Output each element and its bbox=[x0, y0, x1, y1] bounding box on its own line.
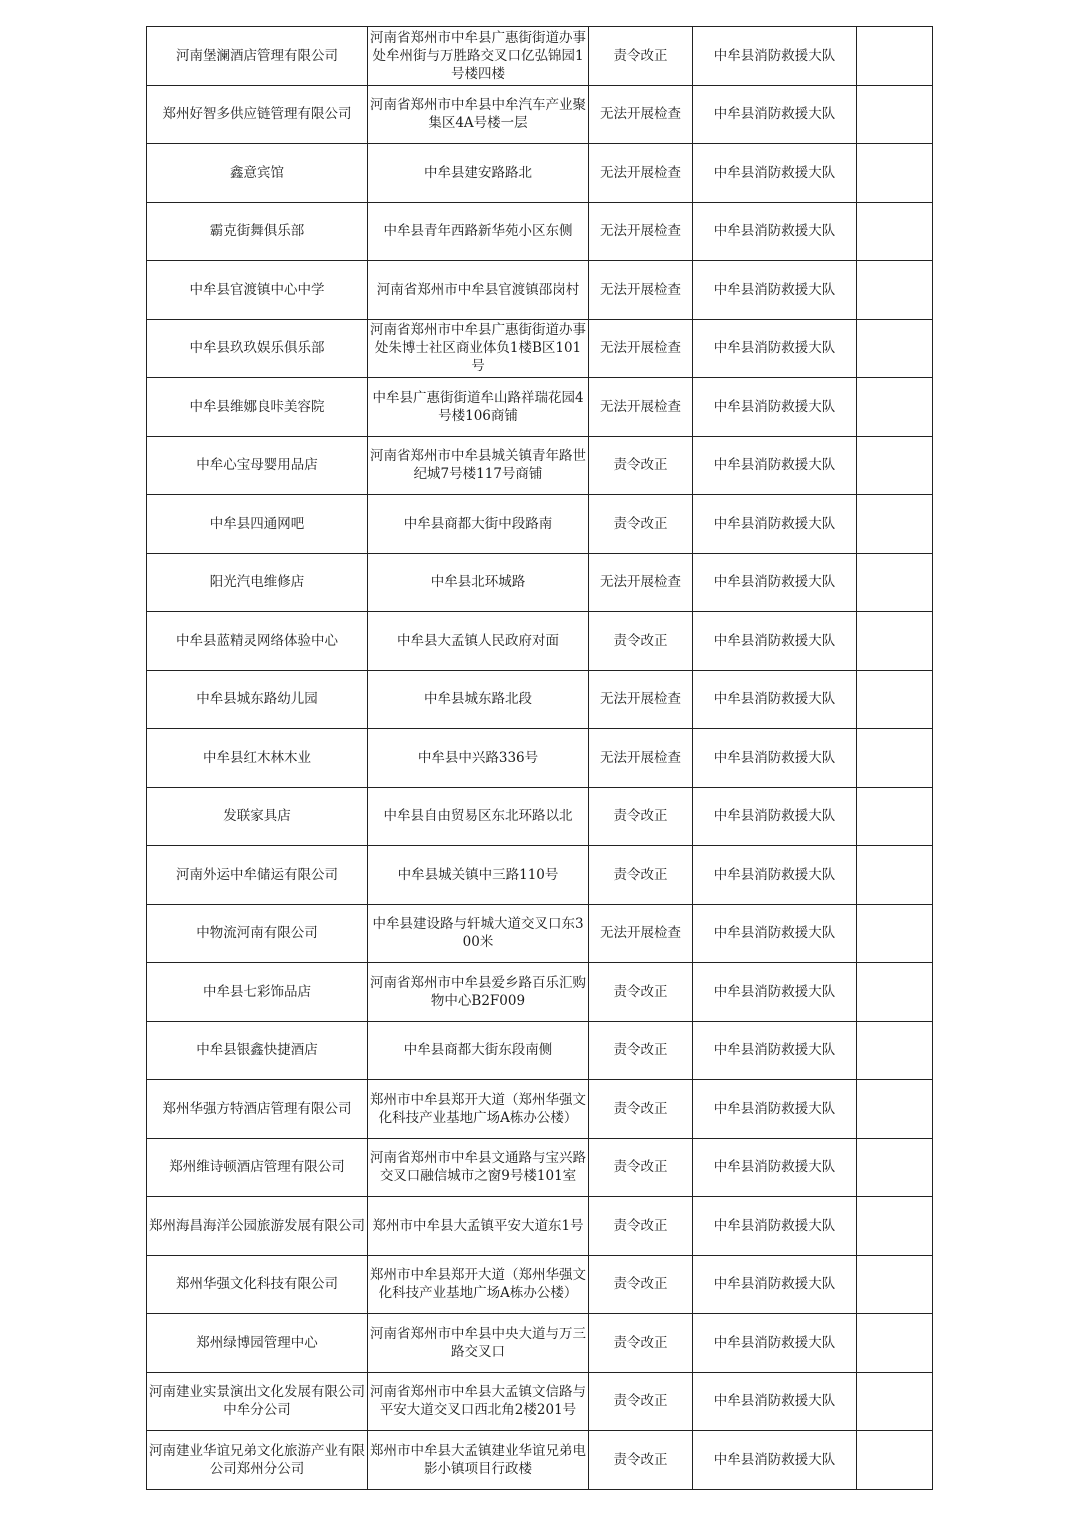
table-body bbox=[147, 27, 933, 1490]
address-cell: 郑州市中牟县郑开大道（郑州华强文化科技产业基地广场A栋办公楼） bbox=[368, 1255, 589, 1314]
note-cell bbox=[857, 261, 933, 320]
address-cell: 郑州市中牟县大孟镇平安大道东1号 bbox=[368, 1197, 589, 1256]
unit-name-cell: 河南建业实景演出文化发展有限公司中牟分公司 bbox=[147, 1372, 368, 1431]
address-cell: 中牟县城东路北段 bbox=[368, 670, 589, 729]
address-cell: 河南省郑州市中牟县广惠街街道办事处朱博士社区商业体负1楼B区101号 bbox=[368, 319, 589, 378]
address-cell: 中牟县广惠街街道牟山路祥瑞花园4号楼106商铺 bbox=[368, 378, 589, 437]
address-cell: 河南省郑州市中牟县爱乡路百乐汇购物中心B2F009 bbox=[368, 963, 589, 1022]
inspection-result-cell: 无法开展检查 bbox=[589, 202, 693, 261]
responsible-unit-cell: 中牟县消防救援大队 bbox=[693, 1372, 857, 1431]
table-row bbox=[147, 729, 933, 788]
inspection-result-cell: 无法开展检查 bbox=[589, 670, 693, 729]
unit-name-cell: 鑫意宾馆 bbox=[147, 144, 368, 203]
responsible-unit-cell: 中牟县消防救援大队 bbox=[693, 202, 857, 261]
note-cell bbox=[857, 846, 933, 905]
responsible-unit-cell: 中牟县消防救援大队 bbox=[693, 787, 857, 846]
inspection-result-cell: 责令改正 bbox=[589, 846, 693, 905]
responsible-unit-cell: 中牟县消防救援大队 bbox=[693, 85, 857, 144]
note-cell bbox=[857, 85, 933, 144]
unit-name-cell: 中牟县银鑫快捷酒店 bbox=[147, 1021, 368, 1080]
table-row bbox=[147, 144, 933, 203]
unit-name-cell: 中牟县七彩饰品店 bbox=[147, 963, 368, 1022]
address-cell: 河南省郑州市中牟县官渡镇邵岗村 bbox=[368, 261, 589, 320]
unit-name-cell: 中牟县玖玖娱乐俱乐部 bbox=[147, 319, 368, 378]
address-cell: 郑州市中牟县大孟镇建业华谊兄弟电影小镇项目行政楼 bbox=[368, 1431, 589, 1490]
responsible-unit-cell: 中牟县消防救援大队 bbox=[693, 27, 857, 86]
responsible-unit-cell: 中牟县消防救援大队 bbox=[693, 963, 857, 1022]
responsible-unit-cell: 中牟县消防救援大队 bbox=[693, 144, 857, 203]
table-row bbox=[147, 319, 933, 378]
inspection-result-cell: 责令改正 bbox=[589, 436, 693, 495]
unit-name-cell: 中牟心宝母婴用品店 bbox=[147, 436, 368, 495]
inspection-result-cell: 无法开展检查 bbox=[589, 261, 693, 320]
responsible-unit-cell: 中牟县消防救援大队 bbox=[693, 729, 857, 788]
responsible-unit-cell: 中牟县消防救援大队 bbox=[693, 1138, 857, 1197]
inspection-result-cell: 责令改正 bbox=[589, 1314, 693, 1373]
table-row bbox=[147, 963, 933, 1022]
note-cell bbox=[857, 378, 933, 437]
note-cell bbox=[857, 1197, 933, 1256]
address-cell: 中牟县大孟镇人民政府对面 bbox=[368, 612, 589, 671]
address-cell: 中牟县中兴路336号 bbox=[368, 729, 589, 788]
responsible-unit-cell: 中牟县消防救援大队 bbox=[693, 1021, 857, 1080]
table-row bbox=[147, 1314, 933, 1373]
note-cell bbox=[857, 436, 933, 495]
unit-name-cell: 中牟县红木林木业 bbox=[147, 729, 368, 788]
unit-name-cell: 郑州华强方特酒店管理有限公司 bbox=[147, 1080, 368, 1139]
responsible-unit-cell: 中牟县消防救援大队 bbox=[693, 1431, 857, 1490]
inspection-result-cell: 责令改正 bbox=[589, 963, 693, 1022]
note-cell bbox=[857, 1372, 933, 1431]
table-row bbox=[147, 1372, 933, 1431]
note-cell bbox=[857, 670, 933, 729]
unit-name-cell: 郑州维诗顿酒店管理有限公司 bbox=[147, 1138, 368, 1197]
inspection-result-cell: 无法开展检查 bbox=[589, 904, 693, 963]
note-cell bbox=[857, 904, 933, 963]
note-cell bbox=[857, 202, 933, 261]
address-cell: 中牟县自由贸易区东北环路以北 bbox=[368, 787, 589, 846]
table-row bbox=[147, 553, 933, 612]
inspection-result-cell: 无法开展检查 bbox=[589, 144, 693, 203]
note-cell bbox=[857, 612, 933, 671]
table-row bbox=[147, 202, 933, 261]
inspection-result-cell: 无法开展检查 bbox=[589, 729, 693, 788]
responsible-unit-cell: 中牟县消防救援大队 bbox=[693, 261, 857, 320]
address-cell: 中牟县青年西路新华苑小区东侧 bbox=[368, 202, 589, 261]
inspection-result-cell: 无法开展检查 bbox=[589, 378, 693, 437]
responsible-unit-cell: 中牟县消防救援大队 bbox=[693, 846, 857, 905]
note-cell bbox=[857, 729, 933, 788]
responsible-unit-cell: 中牟县消防救援大队 bbox=[693, 612, 857, 671]
address-cell: 河南省郑州市中牟县广惠街街道办事处牟州街与万胜路交叉口亿弘锦园1号楼四楼 bbox=[368, 27, 589, 86]
responsible-unit-cell: 中牟县消防救援大队 bbox=[693, 1080, 857, 1139]
unit-name-cell: 中牟县蓝精灵网络体验中心 bbox=[147, 612, 368, 671]
address-cell: 中牟县商都大街东段南侧 bbox=[368, 1021, 589, 1080]
note-cell bbox=[857, 27, 933, 86]
unit-name-cell: 中牟县四通网吧 bbox=[147, 495, 368, 554]
responsible-unit-cell: 中牟县消防救援大队 bbox=[693, 553, 857, 612]
address-cell: 河南省郑州市中牟县城关镇青年路世纪城7号楼117号商铺 bbox=[368, 436, 589, 495]
inspection-result-cell: 无法开展检查 bbox=[589, 319, 693, 378]
table-row bbox=[147, 436, 933, 495]
table-row bbox=[147, 378, 933, 437]
responsible-unit-cell: 中牟县消防救援大队 bbox=[693, 495, 857, 554]
inspection-result-cell: 责令改正 bbox=[589, 27, 693, 86]
inspection-result-cell: 无法开展检查 bbox=[589, 553, 693, 612]
unit-name-cell: 郑州华强文化科技有限公司 bbox=[147, 1255, 368, 1314]
responsible-unit-cell: 中牟县消防救援大队 bbox=[693, 1255, 857, 1314]
table-row bbox=[147, 1197, 933, 1256]
inspection-result-cell: 责令改正 bbox=[589, 1255, 693, 1314]
table-row bbox=[147, 1080, 933, 1139]
address-cell: 中牟县商都大街中段路南 bbox=[368, 495, 589, 554]
inspection-table-sheet bbox=[146, 26, 932, 1490]
table-row bbox=[147, 261, 933, 320]
inspection-result-cell: 责令改正 bbox=[589, 1080, 693, 1139]
note-cell bbox=[857, 553, 933, 612]
address-cell: 河南省郑州市中牟县文通路与宝兴路交叉口融信城市之窗9号楼101室 bbox=[368, 1138, 589, 1197]
table-row bbox=[147, 1138, 933, 1197]
inspection-table bbox=[146, 26, 933, 1490]
address-cell: 河南省郑州市中牟县大孟镇文信路与平安大道交叉口西北角2楼201号 bbox=[368, 1372, 589, 1431]
unit-name-cell: 河南堡澜酒店管理有限公司 bbox=[147, 27, 368, 86]
unit-name-cell: 郑州好智多供应链管理有限公司 bbox=[147, 85, 368, 144]
inspection-result-cell: 责令改正 bbox=[589, 1197, 693, 1256]
unit-name-cell: 中牟县官渡镇中心中学 bbox=[147, 261, 368, 320]
table-row bbox=[147, 612, 933, 671]
note-cell bbox=[857, 1138, 933, 1197]
inspection-result-cell: 责令改正 bbox=[589, 1431, 693, 1490]
table-row bbox=[147, 787, 933, 846]
responsible-unit-cell: 中牟县消防救援大队 bbox=[693, 904, 857, 963]
responsible-unit-cell: 中牟县消防救援大队 bbox=[693, 670, 857, 729]
note-cell bbox=[857, 495, 933, 554]
address-cell: 中牟县建设路与轩城大道交叉口东300米 bbox=[368, 904, 589, 963]
unit-name-cell: 郑州绿博园管理中心 bbox=[147, 1314, 368, 1373]
unit-name-cell: 郑州海昌海洋公园旅游发展有限公司 bbox=[147, 1197, 368, 1256]
note-cell bbox=[857, 1080, 933, 1139]
address-cell: 河南省郑州市中牟县中牟汽车产业聚集区4A号楼一层 bbox=[368, 85, 589, 144]
table-row bbox=[147, 27, 933, 86]
responsible-unit-cell: 中牟县消防救援大队 bbox=[693, 436, 857, 495]
unit-name-cell: 中牟县维娜良咔美容院 bbox=[147, 378, 368, 437]
inspection-result-cell: 责令改正 bbox=[589, 1021, 693, 1080]
inspection-result-cell: 责令改正 bbox=[589, 495, 693, 554]
address-cell: 中牟县建安路路北 bbox=[368, 144, 589, 203]
table-row bbox=[147, 1431, 933, 1490]
table-row bbox=[147, 85, 933, 144]
unit-name-cell: 发联家具店 bbox=[147, 787, 368, 846]
responsible-unit-cell: 中牟县消防救援大队 bbox=[693, 1197, 857, 1256]
note-cell bbox=[857, 1431, 933, 1490]
note-cell bbox=[857, 963, 933, 1022]
table-row bbox=[147, 670, 933, 729]
table-row bbox=[147, 495, 933, 554]
inspection-result-cell: 责令改正 bbox=[589, 1372, 693, 1431]
responsible-unit-cell: 中牟县消防救援大队 bbox=[693, 1314, 857, 1373]
note-cell bbox=[857, 144, 933, 203]
unit-name-cell: 阳光汽电维修店 bbox=[147, 553, 368, 612]
note-cell bbox=[857, 1021, 933, 1080]
address-cell: 中牟县北环城路 bbox=[368, 553, 589, 612]
responsible-unit-cell: 中牟县消防救援大队 bbox=[693, 319, 857, 378]
table-row bbox=[147, 904, 933, 963]
unit-name-cell: 霸克街舞俱乐部 bbox=[147, 202, 368, 261]
unit-name-cell: 河南建业华谊兄弟文化旅游产业有限公司郑州分公司 bbox=[147, 1431, 368, 1490]
address-cell: 河南省郑州市中牟县中央大道与万三路交叉口 bbox=[368, 1314, 589, 1373]
note-cell bbox=[857, 319, 933, 378]
inspection-result-cell: 责令改正 bbox=[589, 612, 693, 671]
inspection-result-cell: 无法开展检查 bbox=[589, 85, 693, 144]
unit-name-cell: 河南外运中牟储运有限公司 bbox=[147, 846, 368, 905]
unit-name-cell: 中牟县城东路幼儿园 bbox=[147, 670, 368, 729]
table-row bbox=[147, 846, 933, 905]
unit-name-cell: 中物流河南有限公司 bbox=[147, 904, 368, 963]
responsible-unit-cell: 中牟县消防救援大队 bbox=[693, 378, 857, 437]
inspection-result-cell: 责令改正 bbox=[589, 1138, 693, 1197]
note-cell bbox=[857, 1255, 933, 1314]
inspection-result-cell: 责令改正 bbox=[589, 787, 693, 846]
table-row bbox=[147, 1255, 933, 1314]
address-cell: 郑州市中牟县郑开大道（郑州华强文化科技产业基地广场A栋办公楼） bbox=[368, 1080, 589, 1139]
table-row bbox=[147, 1021, 933, 1080]
note-cell bbox=[857, 787, 933, 846]
note-cell bbox=[857, 1314, 933, 1373]
address-cell: 中牟县城关镇中三路110号 bbox=[368, 846, 589, 905]
